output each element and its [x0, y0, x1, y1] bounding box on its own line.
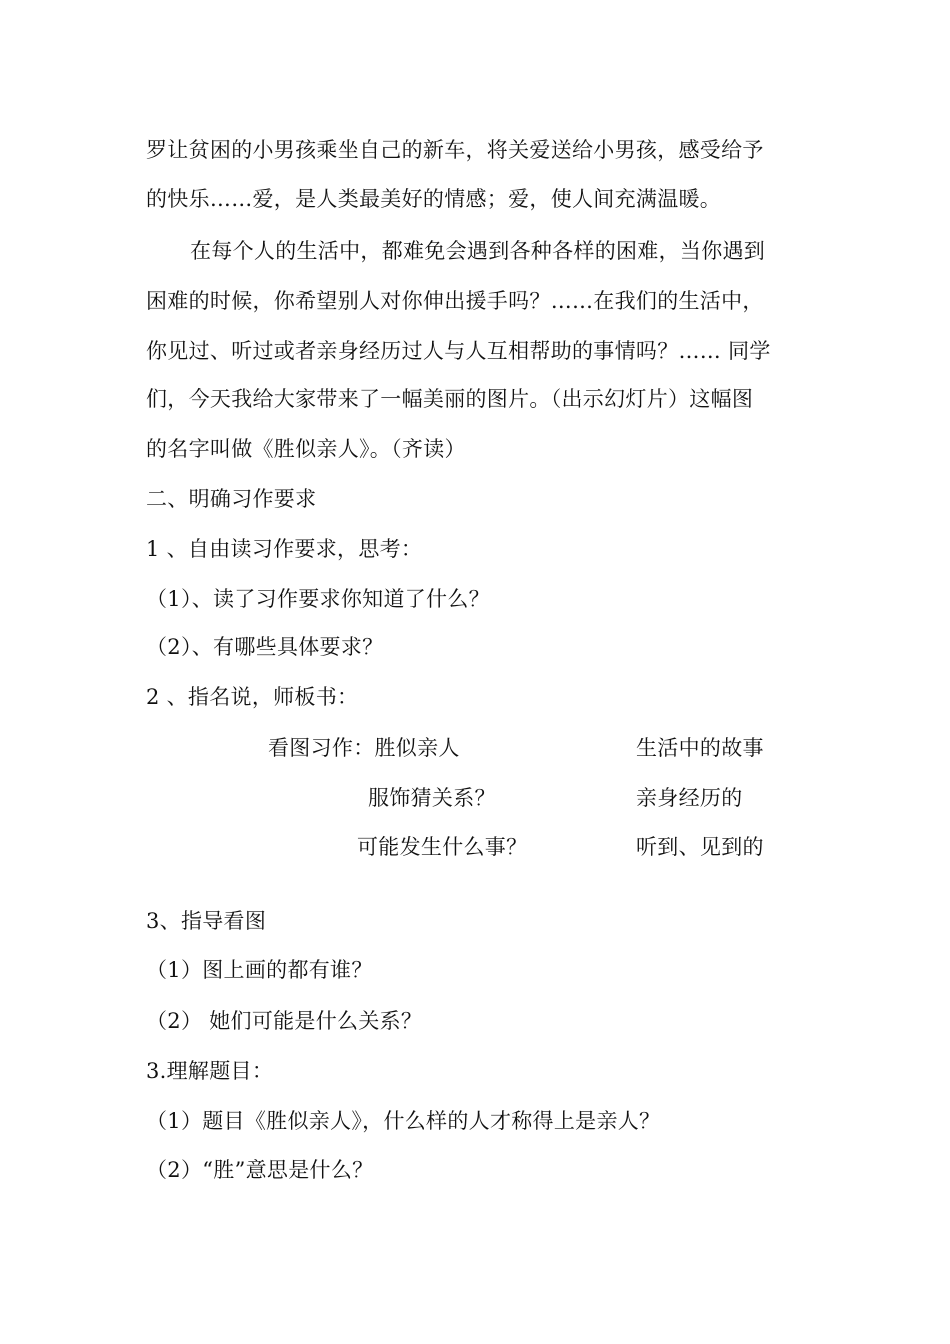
paragraph-2-line-1: 在每个人的生活中，都难免会遇到各种各样的困难，当你遇到: [190, 239, 766, 263]
board-right-0: 生活中的故事: [636, 736, 764, 760]
section-2-item-2: 2 、指名说，师板书：: [146, 685, 359, 709]
paragraph-1-line-1: 罗让贫困的小男孩乘坐自己的新车，将关爱送给小男孩，感受给予: [146, 138, 764, 162]
section-2-item-1: 1 、自由读习作要求，思考：: [146, 537, 423, 561]
section-4-sub-1: （1）题目《胜似亲人》，什么样的人才称得上是亲人？: [146, 1109, 661, 1133]
section-4-heading: 3.理解题目：: [146, 1059, 274, 1083]
section-2-heading: 二、明确习作要求: [146, 487, 317, 511]
section-3-sub-2: （2） 她们可能是什么关系？: [146, 1009, 423, 1033]
section-4-sub-2: （2）“胜”意思是什么？: [146, 1158, 374, 1182]
section-2-sub-2: （2）、有哪些具体要求？: [146, 635, 384, 659]
board-left-1: 服饰猜关系？: [368, 786, 496, 810]
board-title: 看图习作：胜似亲人: [268, 736, 460, 760]
paragraph-2-line-4: 们，今天我给大家带来了一幅美丽的图片。（出示幻灯片）这幅图: [146, 387, 754, 411]
board-right-2: 听到、见到的: [636, 835, 764, 859]
paragraph-2-line-2: 困难的时候，你希望别人对你伸出援手吗？……在我们的生活中，: [146, 289, 764, 313]
section-3-heading: 3、指导看图: [146, 909, 267, 933]
paragraph-2-line-5: 的名字叫做《胜似亲人》。（齐读）: [146, 437, 466, 461]
section-2-sub-1: （1）、读了习作要求你知道了什么？: [146, 587, 490, 611]
paragraph-1-line-2: 的快乐……爱，是人类最美好的情感；爱，使人间充满温暖。: [146, 187, 722, 211]
board-left-2: 可能发生什么事？: [357, 835, 528, 859]
board-right-1: 亲身经历的: [636, 786, 743, 810]
paragraph-2-line-3: 你见过、听过或者亲身经历过人与人互相帮助的事情吗？…… 同学: [146, 339, 771, 363]
section-3-sub-1: （1）图上画的都有谁？: [146, 958, 373, 982]
